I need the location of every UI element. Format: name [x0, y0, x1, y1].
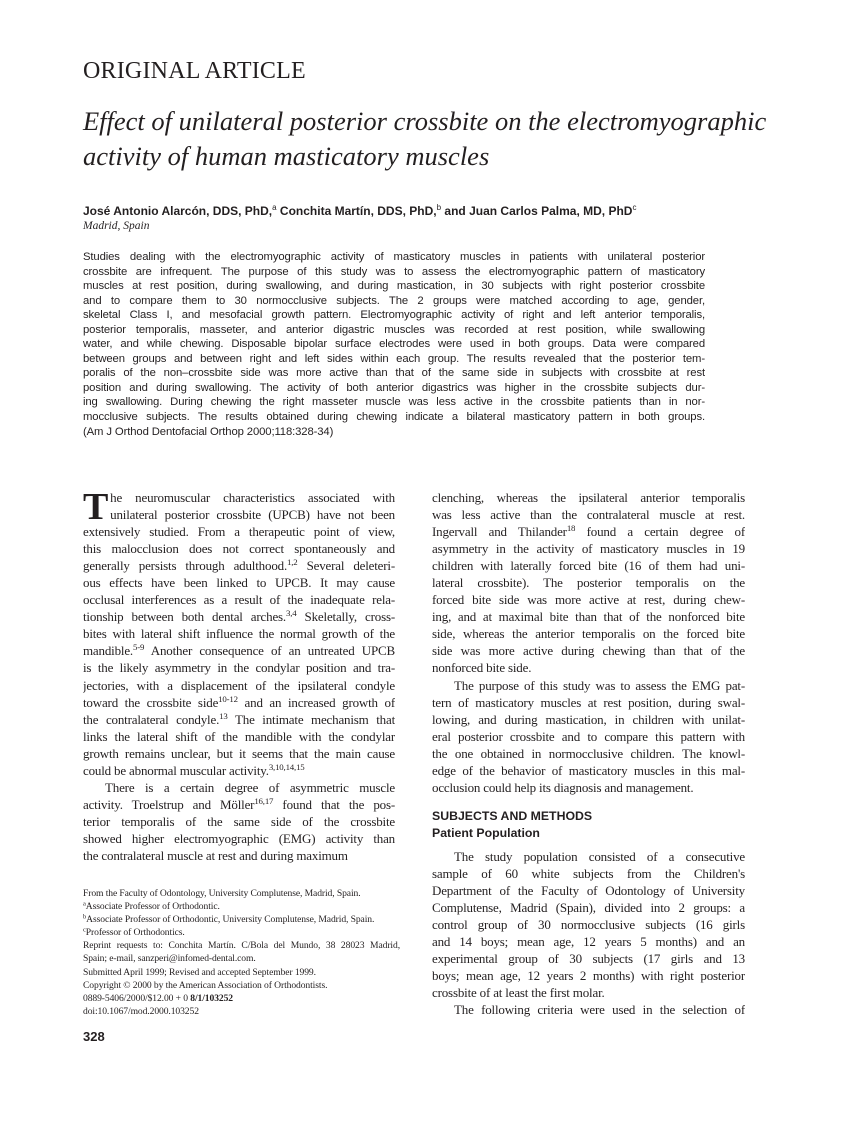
text-run: Complutense, Madrid (Spain), divided into 2 groups: a: [432, 900, 745, 916]
text-line: [83, 381, 705, 396]
text-line: [83, 523, 395, 540]
text-run: lowing, and during mastication, in children with unilat-: [432, 711, 745, 727]
text-line: [432, 711, 745, 728]
text-line: [83, 694, 395, 711]
text-run: boys; mean age, 12 years 2 months) with right posterior: [432, 968, 745, 984]
text-run: Several deleteri-: [297, 558, 395, 574]
text-run: growth remains unclear, but it seems that the main cause: [83, 745, 395, 761]
text-run: posterior temporalis, masseter, and anterior digastric muscles was recorded at rest position, while swallowing: [83, 323, 705, 336]
text-run: tern of masticatory muscles at rest position, during swal-: [432, 694, 745, 710]
section-label: ORIGINAL ARTICLE: [83, 58, 306, 84]
text-run: Submitted April 1999; Revised and accepted September 1999.: [83, 966, 316, 978]
text-run: Professor of Orthodontics.: [85, 927, 185, 939]
text-run: terior temporalis of the same side of the crossbite: [83, 813, 395, 829]
text-run: Associate Professor of Orthodontic.: [85, 901, 220, 913]
text-line: [432, 677, 745, 694]
text-run: he neuromuscular characteristics associated with: [110, 490, 395, 505]
text-line: [83, 830, 395, 847]
text-line: [432, 506, 745, 523]
text-line: [83, 395, 705, 410]
reference-superscript: 3,10,14,15: [268, 761, 305, 772]
text-run: control group of 30 normocclusive subjects (16 girls: [432, 917, 745, 933]
text-run: between groups and between right and left sides within each group. The results revealed that the posterior tem-: [83, 352, 705, 365]
text-line: [432, 489, 745, 506]
text-run: Copyright © 2000 by the American Association of Orthodontists.: [83, 979, 328, 991]
text-run: water, and while chewing. Disposable bipolar surface electrodes were used in both groups. Data were compared: [83, 338, 705, 351]
text-run: ous effects have been linked to UPCB. It may cause: [83, 575, 395, 591]
text-line: [432, 745, 745, 762]
text-line: [432, 899, 745, 916]
text-line: [432, 779, 745, 796]
text-run: Department of the Faculty of Odontology of University: [432, 883, 745, 899]
text-run: The purpose of this study was to assess the EMG pat-: [454, 677, 745, 693]
text-run: toward the crossbite side: [83, 694, 219, 710]
text-run: the contralateral muscle at rest and during maximum: [83, 847, 348, 863]
text-line: [83, 625, 395, 642]
reference-superscript: a: [83, 900, 86, 908]
text-line: [83, 966, 400, 979]
text-line: [110, 489, 395, 506]
text-run: eral posterior crossbite and to compare this pattern with: [432, 728, 745, 744]
text-run: links the lateral shift of the mandible with the condylar: [83, 728, 395, 744]
text-line: [432, 659, 745, 676]
author-affiliation-mark: a: [272, 203, 277, 212]
text-run: jectories, with a displacement of the ipsilateral condyle: [83, 677, 395, 693]
text-run: muscles at rest position, during swallowing, and during mastication, in 30 subjects with right posterior crossbite: [83, 280, 705, 293]
text-run: Skeletally, cross-: [296, 609, 395, 625]
text-run: Spain; e-mail, sanzperi@infomed-dental.com.: [83, 953, 256, 965]
text-run: children with laterally forced bite (16 of them had uni-: [432, 558, 745, 574]
text-line: [83, 591, 395, 608]
body-column-left: [83, 486, 395, 864]
text-run: doi:10.1067/mod.2000.103252: [83, 1005, 199, 1017]
text-line: [432, 967, 745, 984]
text-line: [83, 796, 395, 813]
text-run: occlusion could help its diagnosis and management.: [432, 779, 694, 795]
text-line: [432, 625, 745, 642]
text-run: experimental group of 30 subjects (17 girls and 13: [432, 951, 745, 967]
text-line: [83, 745, 395, 762]
reference-superscript: 5-9: [133, 642, 145, 653]
text-run: forced bite side was more active at rest, during chew-: [432, 592, 745, 608]
text-run: The intimate mechanism that: [227, 711, 395, 727]
text-line: [83, 574, 395, 591]
text-line: [432, 557, 745, 574]
text-run: position and during swallowing. The activity of both anterior digastrics was higher in the crossbite subjects dur-: [83, 381, 705, 394]
text-run: skeletal Class I, and mesofacial growth pattern. Electromyographic activity of right and left anterior temporalis,: [83, 309, 705, 322]
text-run: the contralateral condyle.: [83, 711, 220, 727]
article-title: [83, 104, 783, 174]
text-run: occlusal interferences as a result of the inadequate rela-: [83, 592, 395, 608]
bold-text-run: 8/1/103252: [190, 992, 233, 1004]
text-line: [83, 926, 400, 939]
text-line: [83, 900, 400, 913]
abstract: [83, 250, 705, 439]
reference-superscript: 13: [219, 710, 228, 721]
text-line: [432, 848, 745, 865]
body-column-right-intro: [432, 489, 745, 796]
text-line: [432, 882, 745, 899]
text-run: Another consequence of an untreated UPCB: [144, 643, 395, 659]
text-line: [83, 813, 395, 830]
reference-superscript: b: [83, 913, 87, 921]
subsection-heading: Patient Population: [432, 826, 540, 840]
reference-superscript: 1,2: [287, 557, 298, 568]
text-run: side, whereas the anterior temporalis on the forced bite: [432, 626, 745, 642]
text-run: the one obtained in normocclusive children. The knowl-: [432, 745, 745, 761]
text-run: nonforced bite side.: [432, 660, 532, 676]
text-line: [83, 779, 395, 796]
text-line: [432, 694, 745, 711]
text-line: [83, 847, 395, 864]
title-line: Effect of unilateral posterior crossbite on the electromyographic: [83, 106, 767, 136]
text-line: [432, 591, 745, 608]
text-line: [432, 642, 745, 659]
reference-superscript: 10-12: [218, 693, 238, 704]
text-line: [110, 506, 395, 523]
text-run: sample of 60 white subjects from the Children's: [432, 866, 745, 882]
text-line: [83, 337, 705, 352]
text-run: mocclusive subjects. The results obtained during chewing indicate a bilateral masticatory pattern in both groups.: [83, 411, 705, 424]
text-line: [432, 950, 745, 967]
text-run: mandible.: [83, 643, 134, 659]
text-run: From the Faculty of Odontology, University Complutense, Madrid, Spain.: [83, 888, 361, 899]
text-line: [432, 608, 745, 625]
text-run: is the likely asymmetry in the condylar position and tra-: [83, 660, 395, 676]
text-run: tionship between both dental arches.: [83, 609, 286, 625]
text-run: Reprint requests to: Conchita Martín. C/Bola del Mundo, 38 28023 Madrid,: [83, 940, 400, 952]
footnotes: [83, 887, 400, 1018]
text-run: extensively studied. From a therapeutic point of view,: [83, 524, 395, 540]
author-name: José Antonio Alarcón, DDS, PhD,: [83, 204, 273, 218]
author-name: Conchita Martín, DDS, PhD,: [276, 204, 437, 218]
text-line: [83, 323, 705, 338]
text-run: side was more active during chewing than that of the: [432, 643, 745, 659]
text-line: [432, 574, 745, 591]
text-line: [432, 865, 745, 882]
text-run: The study population consisted of a consecutive: [454, 849, 745, 864]
title-line: activity of human masticatory muscles: [83, 141, 490, 171]
reference-superscript: 16,17: [254, 795, 274, 806]
text-run: (Am J Orthod Dentofacial Orthop 2000;118:328-34): [83, 425, 334, 438]
text-line: [83, 540, 395, 557]
text-run: crossbite are infrequent. The purpose of this study was to assess the electromyographic pattern of masticatory: [83, 265, 705, 278]
text-line: [83, 410, 705, 425]
text-line: [83, 366, 705, 381]
text-run: was less active than the contralateral muscle at rest.: [432, 507, 745, 523]
text-run: unilateral posterior crossbite (UPCB) have not been: [110, 507, 395, 523]
text-line: [83, 557, 395, 574]
text-run: edge of the behavior of masticatory muscles in this mal-: [432, 762, 745, 778]
text-run: bites with lateral shift influence the normal growth of the: [83, 626, 395, 642]
text-run: activity. Troelstrup and Möller: [83, 796, 255, 812]
body-column-right-methods: [432, 848, 745, 1018]
text-line: [83, 250, 705, 265]
text-run: lateral crossbite). The posterior temporalis on the: [432, 575, 745, 591]
text-line: [83, 294, 705, 309]
text-line: [83, 677, 395, 694]
reference-superscript: 3,4: [286, 608, 297, 619]
text-run: ing, and at maximal bite than that of the nonforced bite: [432, 609, 745, 625]
text-line: [83, 642, 395, 659]
text-line: [83, 1005, 400, 1018]
text-line: [83, 887, 400, 900]
text-line: [83, 659, 395, 676]
author-name: and Juan Carlos Palma, MD, PhD: [441, 204, 633, 218]
text-run: ing swallowing. During chewing the right masseter muscle was less active in the crossbite patients than in nor-: [83, 396, 705, 409]
text-line: [83, 279, 705, 294]
text-run: Studies dealing with the electromyographic activity of masticatory muscles in patients with unilateral posterior: [83, 251, 705, 263]
text-line: [83, 992, 400, 1005]
text-line: [83, 265, 705, 280]
text-run: Ingervall and Thilander: [432, 524, 567, 540]
text-line: [432, 762, 745, 779]
text-line: [83, 952, 400, 965]
text-line: [83, 913, 400, 926]
section-heading: SUBJECTS AND METHODS: [432, 809, 593, 823]
text-line: [432, 984, 745, 1001]
text-line: [432, 1001, 745, 1018]
text-line: [83, 939, 400, 952]
drop-cap: T: [83, 486, 109, 528]
text-run: asymmetry in the activity of masticatory muscles in 19: [432, 541, 745, 557]
author-location: Madrid, Spain: [83, 220, 150, 232]
text-run: 0889-5406/2000/$12.00 + 0: [83, 992, 191, 1004]
text-line: [432, 540, 745, 557]
text-run: this malocclusion does not correct spontaneously and: [83, 541, 395, 557]
text-line: [432, 728, 745, 745]
text-line: [83, 308, 705, 323]
text-line: [83, 728, 395, 745]
text-line: [83, 608, 395, 625]
author-list: [83, 203, 636, 218]
text-run: The following criteria were used in the selection of: [454, 1002, 745, 1018]
text-run: showed higher electromyographic (EMG) activity than: [83, 830, 395, 846]
text-run: and an increased growth of: [237, 694, 395, 710]
text-line: [83, 352, 705, 367]
text-line: [83, 762, 395, 779]
page-number: 328: [83, 1029, 105, 1044]
reference-superscript: 18: [566, 523, 576, 534]
text-line: [432, 916, 745, 933]
text-run: Associate Professor of Orthodontic, University Complutense, Madrid, Spain.: [86, 914, 375, 926]
text-run: found a certain degree of: [575, 524, 745, 540]
text-run: crossbite of at least the first molar.: [432, 985, 605, 1001]
text-line: [83, 425, 705, 440]
text-run: and to compare them to 30 normocclusive subjects. The 2 groups were matched according to age, gender,: [83, 294, 705, 307]
text-run: found that the pos-: [273, 796, 395, 812]
text-run: There is a certain degree of asymmetric muscle: [105, 779, 395, 795]
reference-superscript: c: [83, 926, 86, 934]
text-line: [83, 979, 400, 992]
text-run: clenching, whereas the ipsilateral anterior temporalis: [432, 490, 745, 505]
text-run: poralis of the non–crossbite side was more active than that of the same side in subjects with crossbite at rest: [83, 367, 705, 380]
left-column-text: [83, 486, 395, 864]
text-line: [432, 523, 745, 540]
text-run: generally persists through adulthood.: [83, 558, 288, 574]
text-run: and 14 boys; mean age, 12 years 5 months) and an: [432, 934, 745, 950]
author-affiliation-mark: b: [436, 203, 442, 212]
author-affiliation-mark: c: [632, 203, 637, 212]
text-line: [432, 933, 745, 950]
text-line: [83, 711, 395, 728]
text-run: could be abnormal muscular activity.: [83, 762, 269, 778]
